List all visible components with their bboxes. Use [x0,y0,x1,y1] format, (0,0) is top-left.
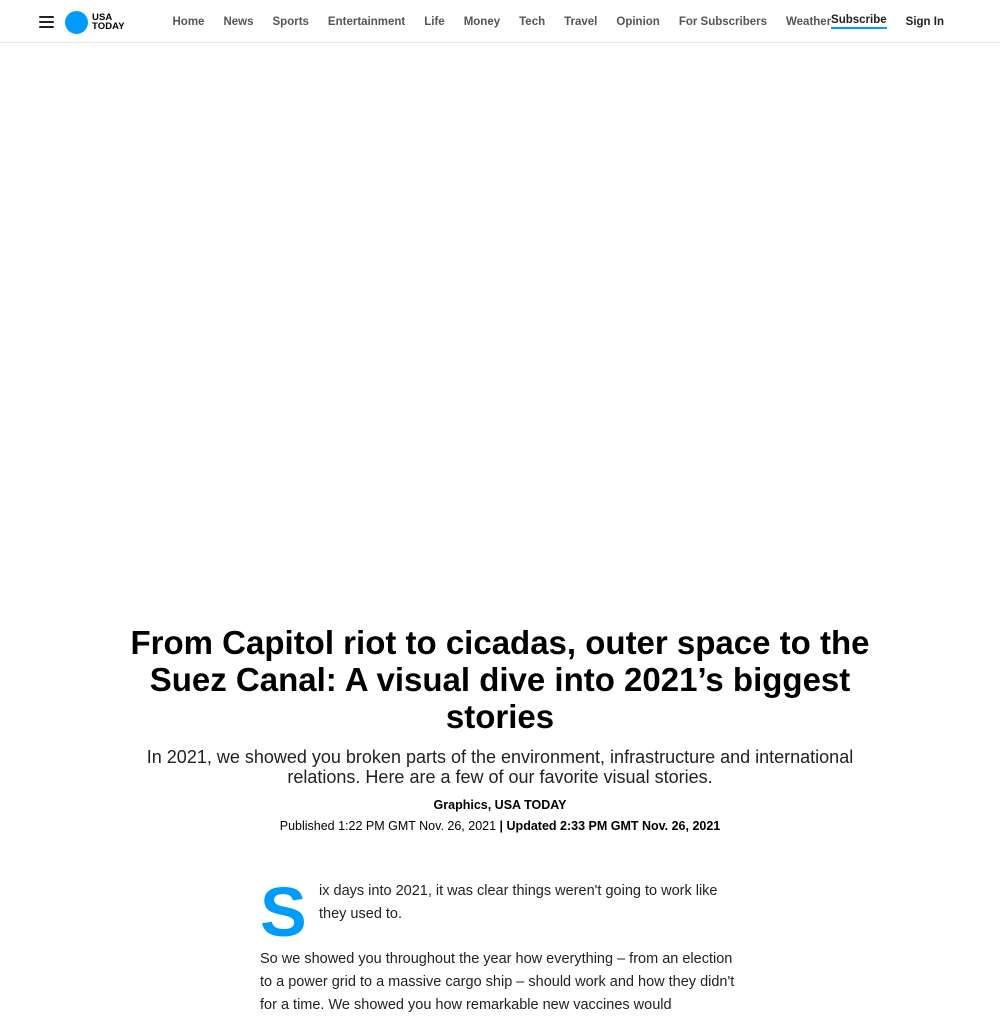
first-paragraph-text: ix days into 2021, it was clear things weren't going to work like they used to. [319,883,718,922]
published-date: Published 1:22 PM GMT Nov. 26, 2021 [279,819,497,833]
nav-item-entertainment[interactable]: Entertainment [327,15,406,28]
subscribe-link[interactable]: Subscribe [831,14,887,29]
nav-item-home[interactable]: Home [172,15,205,28]
logo-text-line1: USA [92,12,113,23]
nav-item-news[interactable]: News [223,15,254,28]
nav-item-opinion[interactable]: Opinion [616,15,660,28]
article-dek: In 2021, we showed you broken parts of the environment, infrastructure and international relations. Here are a few of our favorite visual stories. [146,747,854,787]
nav-item-life[interactable]: Life [424,15,445,28]
date-separator: | [499,819,504,833]
hamburger-menu-icon[interactable] [38,13,56,29]
article-body [260,873,740,1017]
drop-cap: S [260,873,307,951]
article-byline: Graphics, USA TODAY [433,798,567,812]
nav-item-tech[interactable]: Tech [519,15,546,28]
logo-dot-icon [65,11,88,34]
article-headline: From Capitol riot to cicadas, outer space to the Suez Canal: A visual dive into 2021’s biggest stories [130,624,870,735]
sign-in-link[interactable]: Sign In [905,15,944,28]
nav-item-travel[interactable]: Travel [564,15,598,28]
account-links [831,0,944,43]
main-nav [163,0,841,43]
nav-item-money[interactable]: Money [463,15,501,28]
logo-text [92,13,125,31]
usa-today-logo[interactable] [65,10,125,34]
article-dates [0,819,1000,833]
nav-item-weather[interactable]: Weather [786,15,832,28]
first-paragraph [260,873,740,951]
second-paragraph: So we showed you throughout the year how everything – from an election to a power grid to a massive cargo ship – should work and how they didn't for a time. We showed you how remarkable new vaccines would [260,951,735,1013]
nav-item-for-subscribers[interactable]: For Subscribers [678,15,768,28]
logo-text-line2: TODAY [92,21,125,32]
updated-date: Updated 2:33 PM GMT Nov. 26, 2021 [506,819,721,833]
hero-image-area [0,43,1000,603]
top-navigation [0,0,1000,43]
nav-item-sports[interactable]: Sports [272,15,309,28]
